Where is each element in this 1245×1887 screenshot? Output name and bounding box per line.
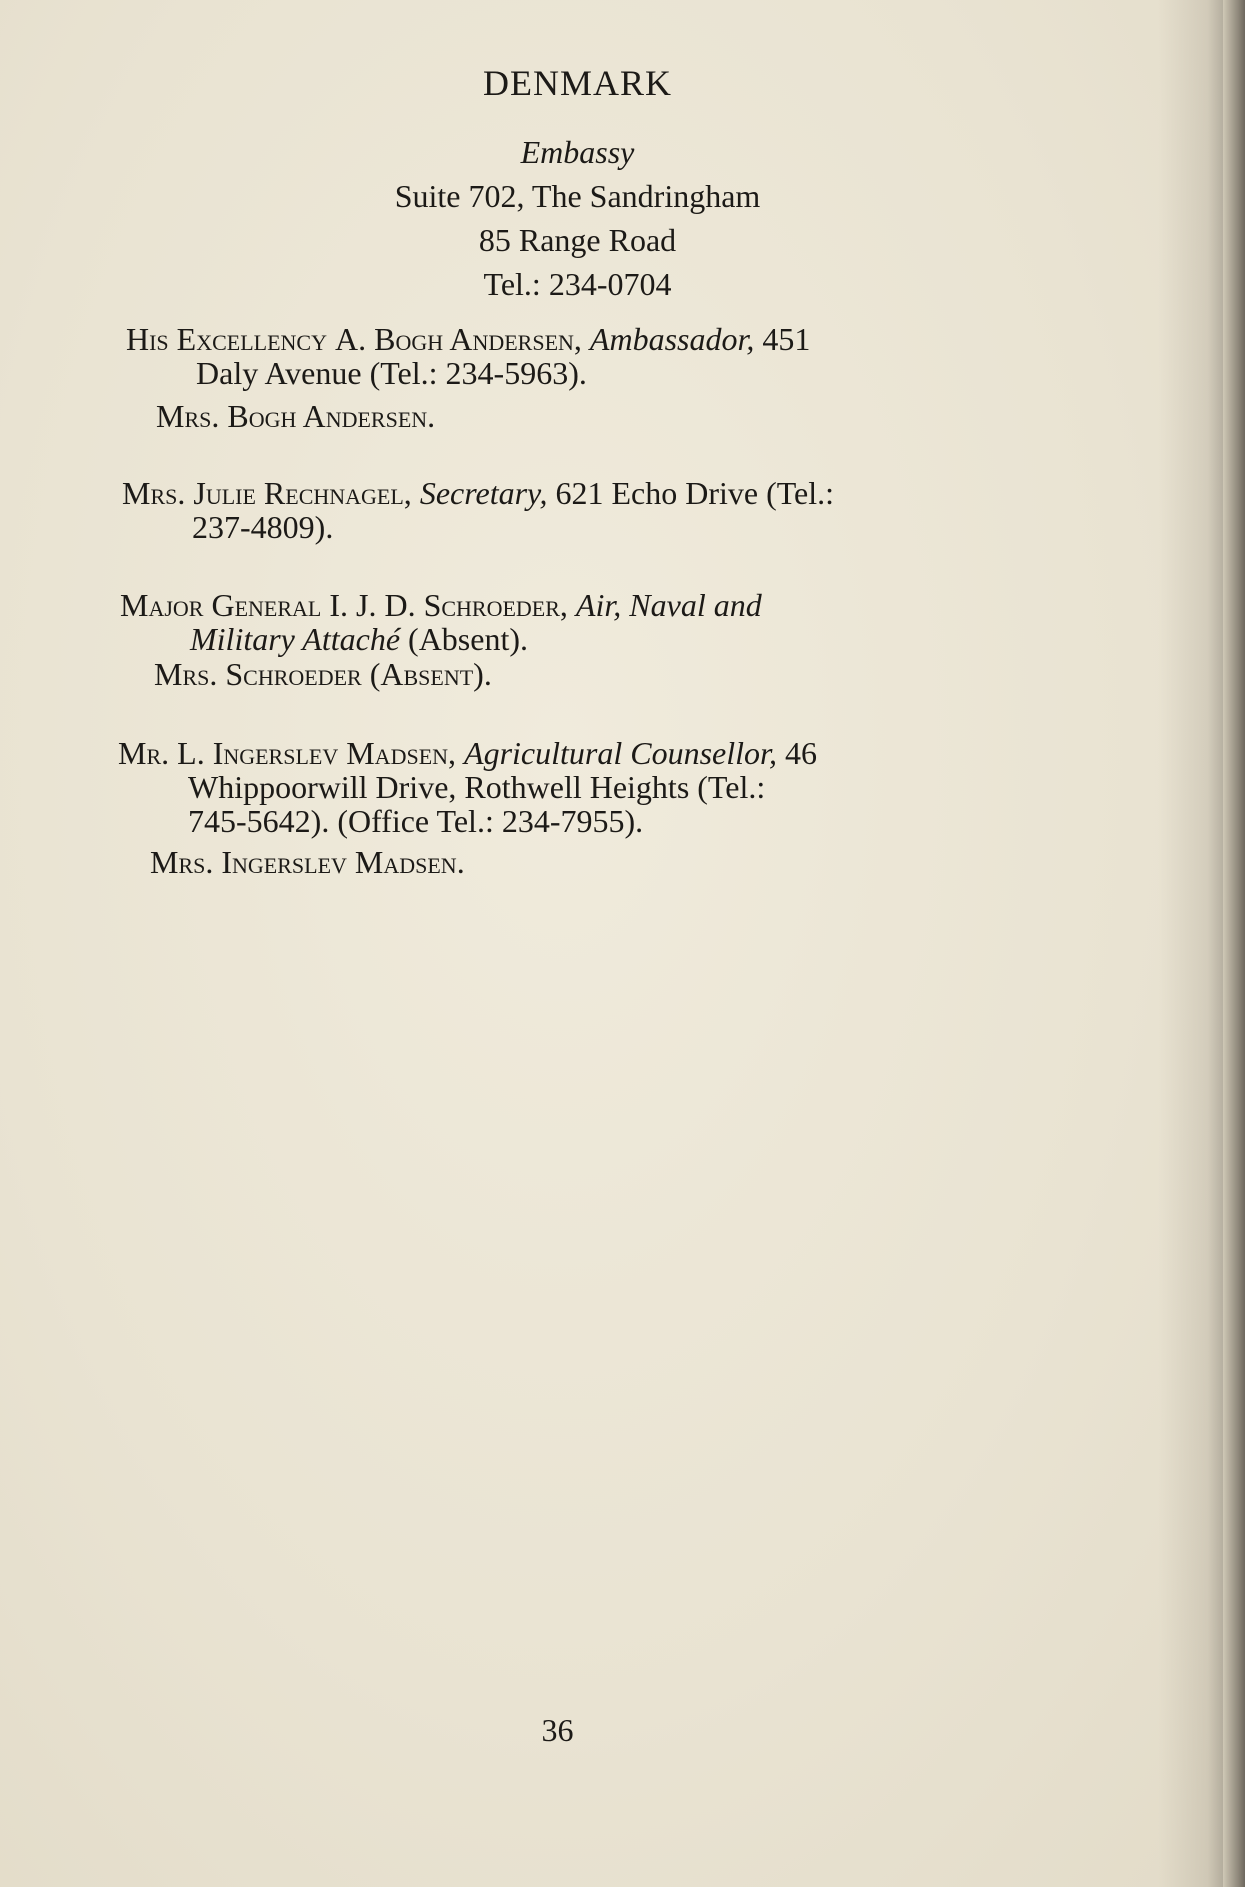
embassy-block [0,130,1155,306]
entry-name: Julie Rechnagel, [193,475,412,511]
entry-line [118,736,1038,770]
entry-line2: Daly Avenue (Tel.: 234-5963). [196,355,587,391]
entry-line1-rest: 621 Echo Drive (Tel.: [547,475,835,511]
embassy-address-line2: 85 Range Road [478,222,677,258]
entry-role: Agricultural Counsellor, [464,735,777,771]
entry-role: Secretary, [419,475,548,511]
entry-line2: Whippoorwill Drive, Rothwell Heights (Tel.: [188,769,766,805]
entry-spouse: Mrs. Schroeder (Absent). [154,656,492,692]
entry-spouse: Mrs. Ingerslev Madsen. [150,844,465,880]
entry-counsellor [118,736,1038,838]
country-heading: DENMARK [482,63,672,103]
entry-line1-rest: 451 [754,321,811,357]
entry-line2: 237-4809). [192,509,334,545]
embassy-address-line1: Suite 702, The Sandringham [394,178,761,214]
entry-secretary [122,476,1042,544]
entry-name: A. Bogh Andersen, [334,321,582,357]
page-number: 36 [541,1712,574,1748]
embassy-phone: Tel.: 234-0704 [483,266,672,302]
entry-line1-rest: 46 [776,735,817,771]
entry-line [122,476,1042,510]
entry-role: Ambassador, [589,321,755,357]
page-edge-shadow [1223,0,1245,1887]
entry-spouse: Mrs. Bogh Andersen. [156,398,436,434]
entry-line2 [120,622,1040,656]
entry-title: His Excellency [126,321,327,357]
entry-title: Mr. [118,735,170,771]
entry-ambassador [126,322,1046,390]
entry-line3: 745-5642). (Office Tel.: 234-7955). [188,803,644,839]
entry-line [120,588,1040,622]
embassy-label: Embassy [520,134,635,170]
entry-name: L. Ingerslev Madsen, [177,735,457,771]
entry-attache [120,588,1040,656]
entry-title: Mrs. [122,475,186,511]
entry-title: Major General [120,587,322,623]
entry-line [126,322,1046,356]
entry-name: I. J. D. Schroeder, [329,587,568,623]
entry-line2-rest: (Absent). [400,621,528,657]
entry-role-cont: Military Attaché [190,621,401,657]
entry-role: Air, Naval and [575,587,762,623]
